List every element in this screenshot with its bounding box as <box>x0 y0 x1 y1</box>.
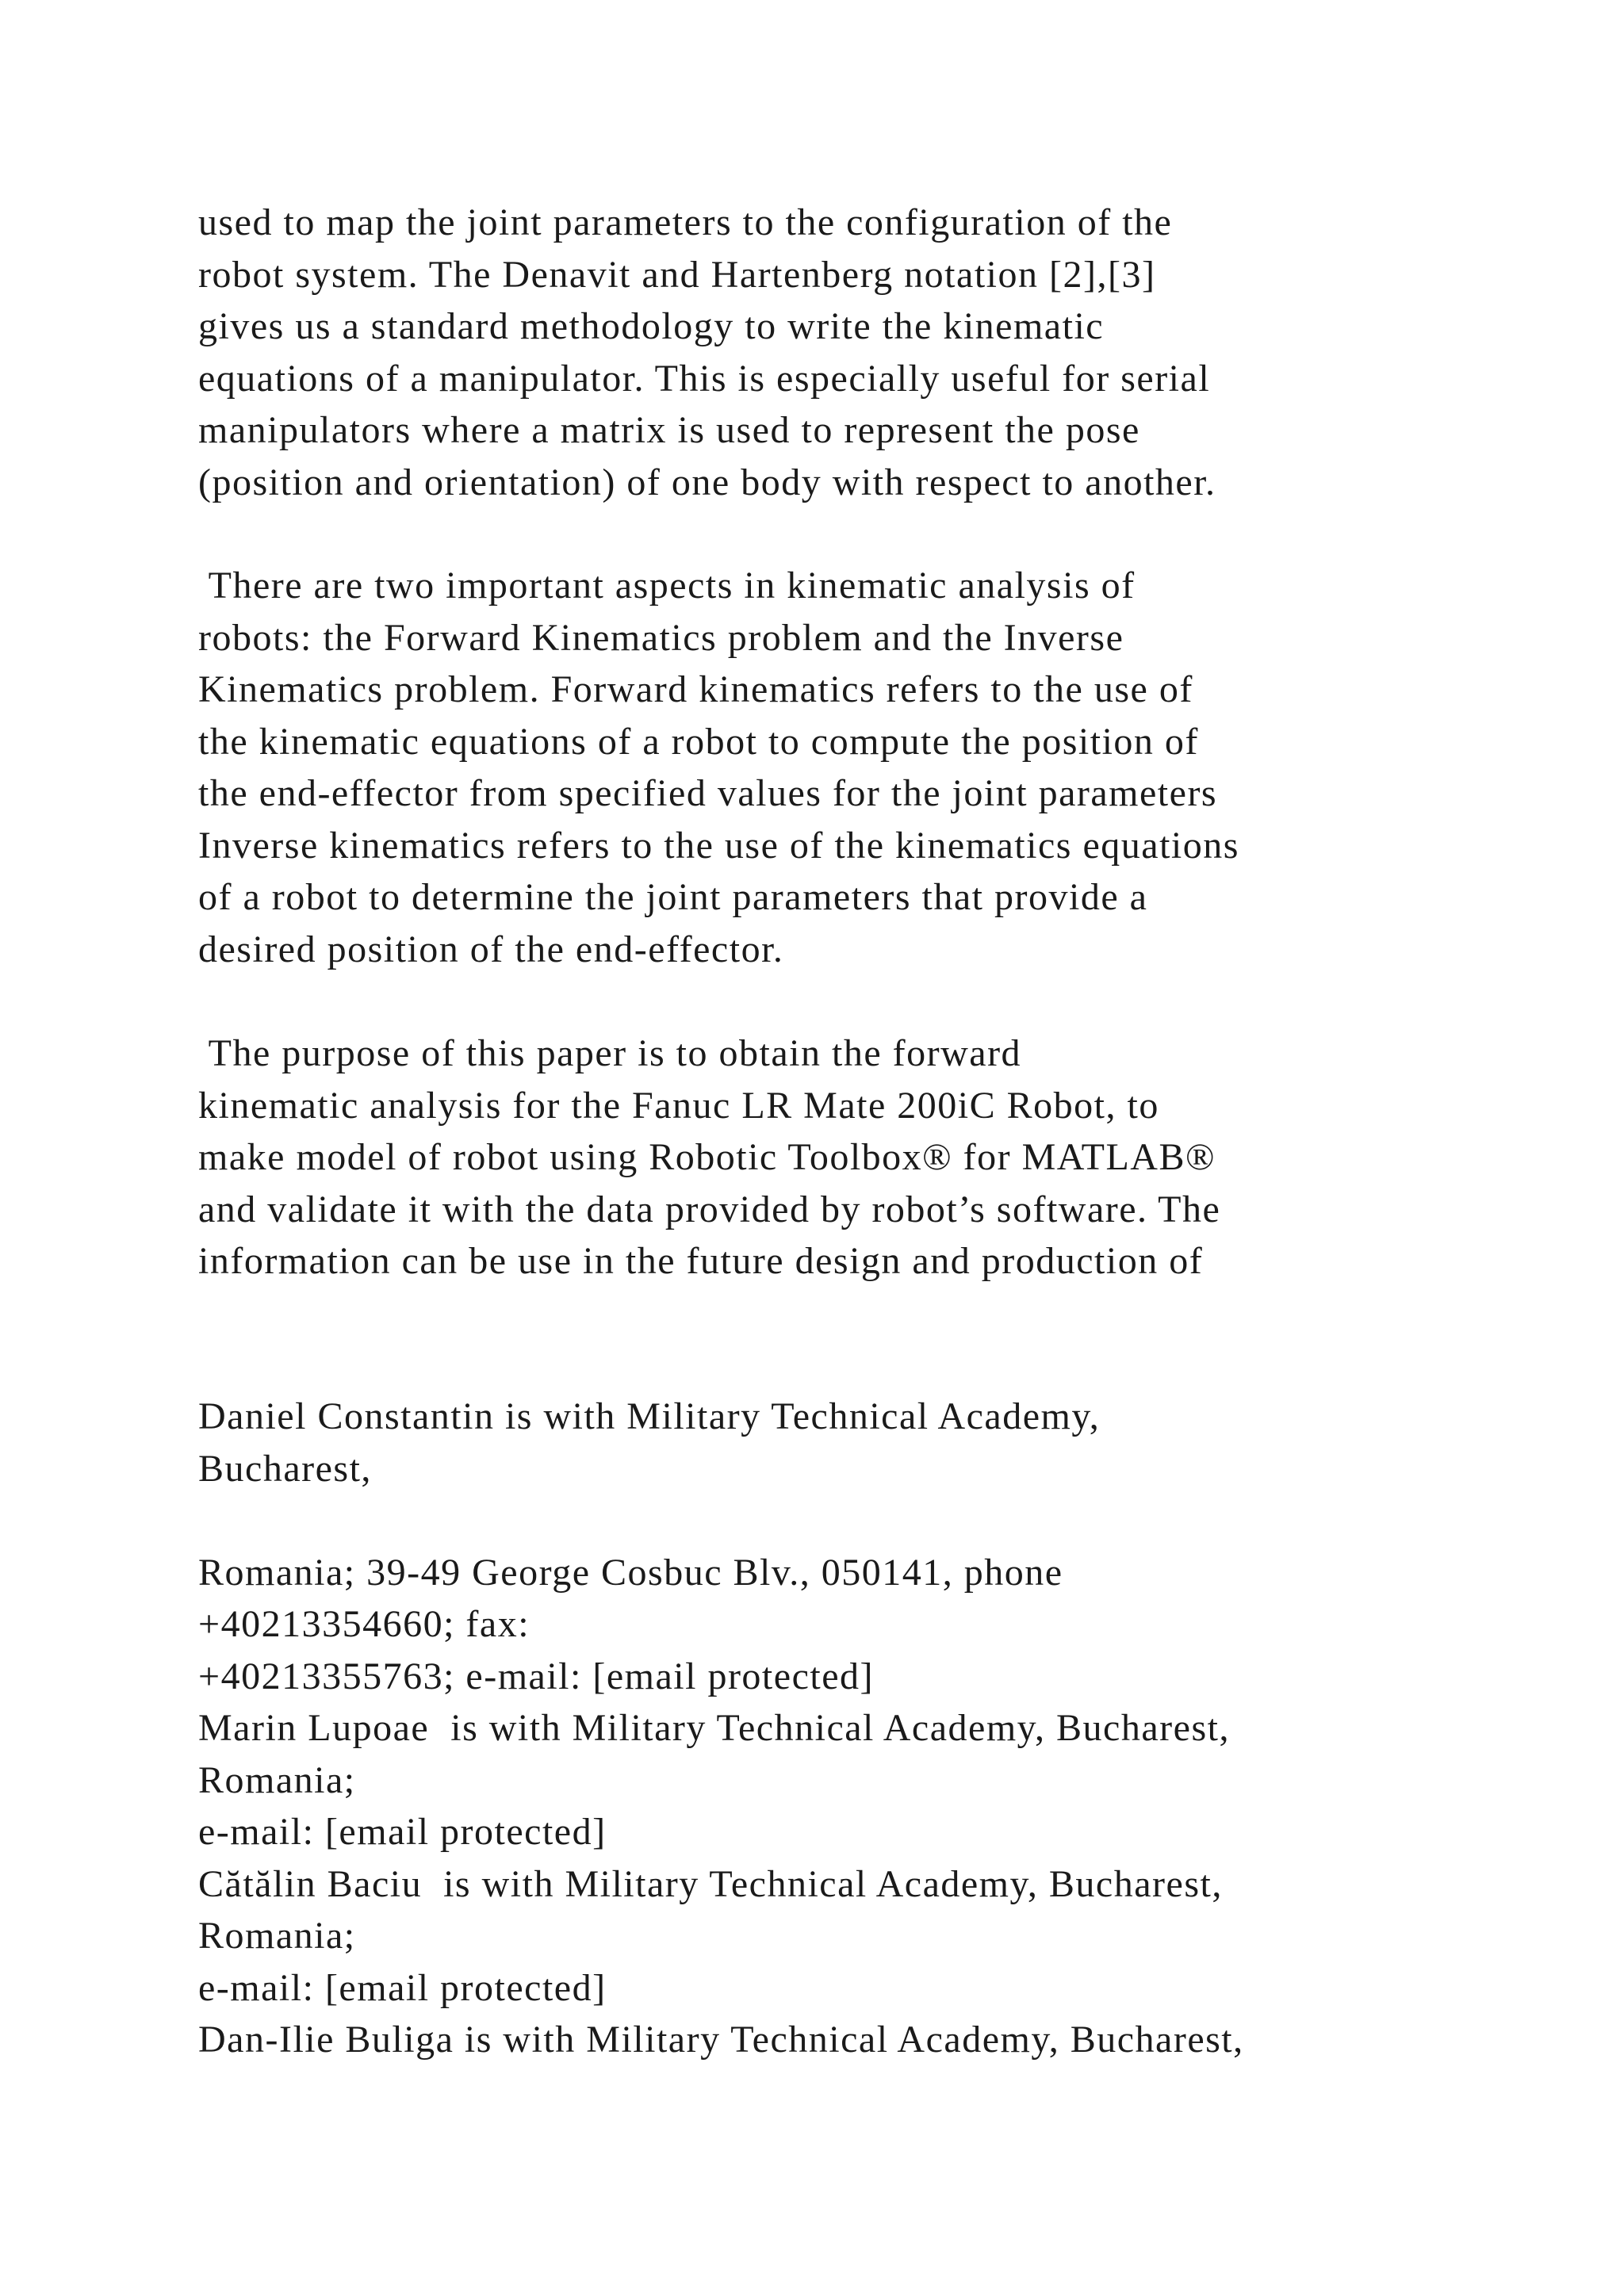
author-affiliations: Daniel Constantin is with Military Technical Academy, Bucharest, Romania; 39-49 George Cosbuc Blv., 050141, phone +40213354660; fax: +40213355763; e-mail: [email protected] Marin Lupoae is with Military Technical Academy, Bucharest, Romania; e-mail: [email protected] Cătălin Baciu is with Military Technical Academy, Bucharest, Romania; e-mail: [email protected] Dan-Ilie Buliga is with Military Technical Academy, Bucharest, <box>198 1395 1244 2061</box>
body-paragraph-paper-purpose: The purpose of this paper is to obtain the forward kinematic analysis for the Fanuc LR Mate 200iC Robot, to make model of robot using Robotic Toolbox® for MATLAB® and validate it with the data provided by robot’s software. The information can be use in the future design and production of <box>198 1032 1221 1282</box>
body-paragraph-forward-inverse-kinematics: There are two important aspects in kinematic analysis of robots: the Forward Kinematics problem and the Inverse Kinematics problem. Forward kinematics refers to the use of the kinematic equations of a robot to compute the position of the end-effector from specified values for the joint parameters Inverse kinematics refers to the use of the kinematics equations of a robot to determine the joint parameters that provide a desired position of the end-effector. <box>198 564 1239 970</box>
body-paragraph-kinematic-notation: used to map the joint parameters to the configuration of the robot system. The Denavit and Hartenberg notation [2],[3] gives us a standard methodology to write the kinematic equations of a manipulator. This is especially useful for serial manipulators where a matrix is used to represent the pose (position and orientation) of one body with respect to another. <box>198 201 1216 503</box>
